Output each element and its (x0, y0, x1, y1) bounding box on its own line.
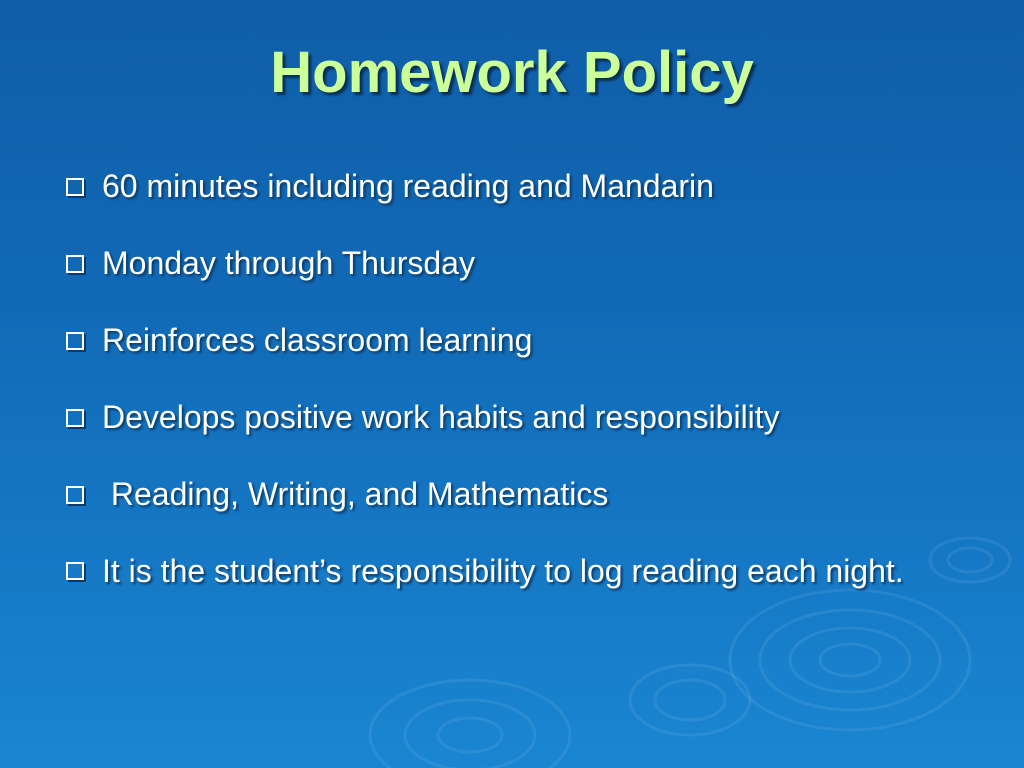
bullet-text: Reading, Writing, and Mathematics (102, 476, 609, 512)
hollow-square-icon (66, 486, 84, 504)
bullet-item (62, 158, 962, 214)
bullet-text: 60 minutes including reading and Mandarin (102, 168, 714, 204)
bullet-item (62, 466, 962, 522)
bullet-item (62, 235, 962, 291)
slide-title: Homework Policy (270, 40, 754, 105)
bullet-item (62, 312, 962, 368)
hollow-square-icon (66, 332, 84, 350)
bullet-text: It is the student’s responsibility to log reading each night. (102, 553, 904, 589)
bullet-list (62, 158, 962, 626)
bullet-text: Develops positive work habits and responsibility (102, 399, 780, 435)
bullet-item (62, 537, 962, 605)
hollow-square-icon (66, 409, 84, 427)
bullet-text: Monday through Thursday (102, 245, 475, 281)
bullet-text: Reinforces classroom learning (102, 322, 533, 358)
bullet-item (62, 389, 962, 445)
hollow-square-icon (66, 562, 84, 580)
hollow-square-icon (66, 178, 84, 196)
hollow-square-icon (66, 255, 84, 273)
